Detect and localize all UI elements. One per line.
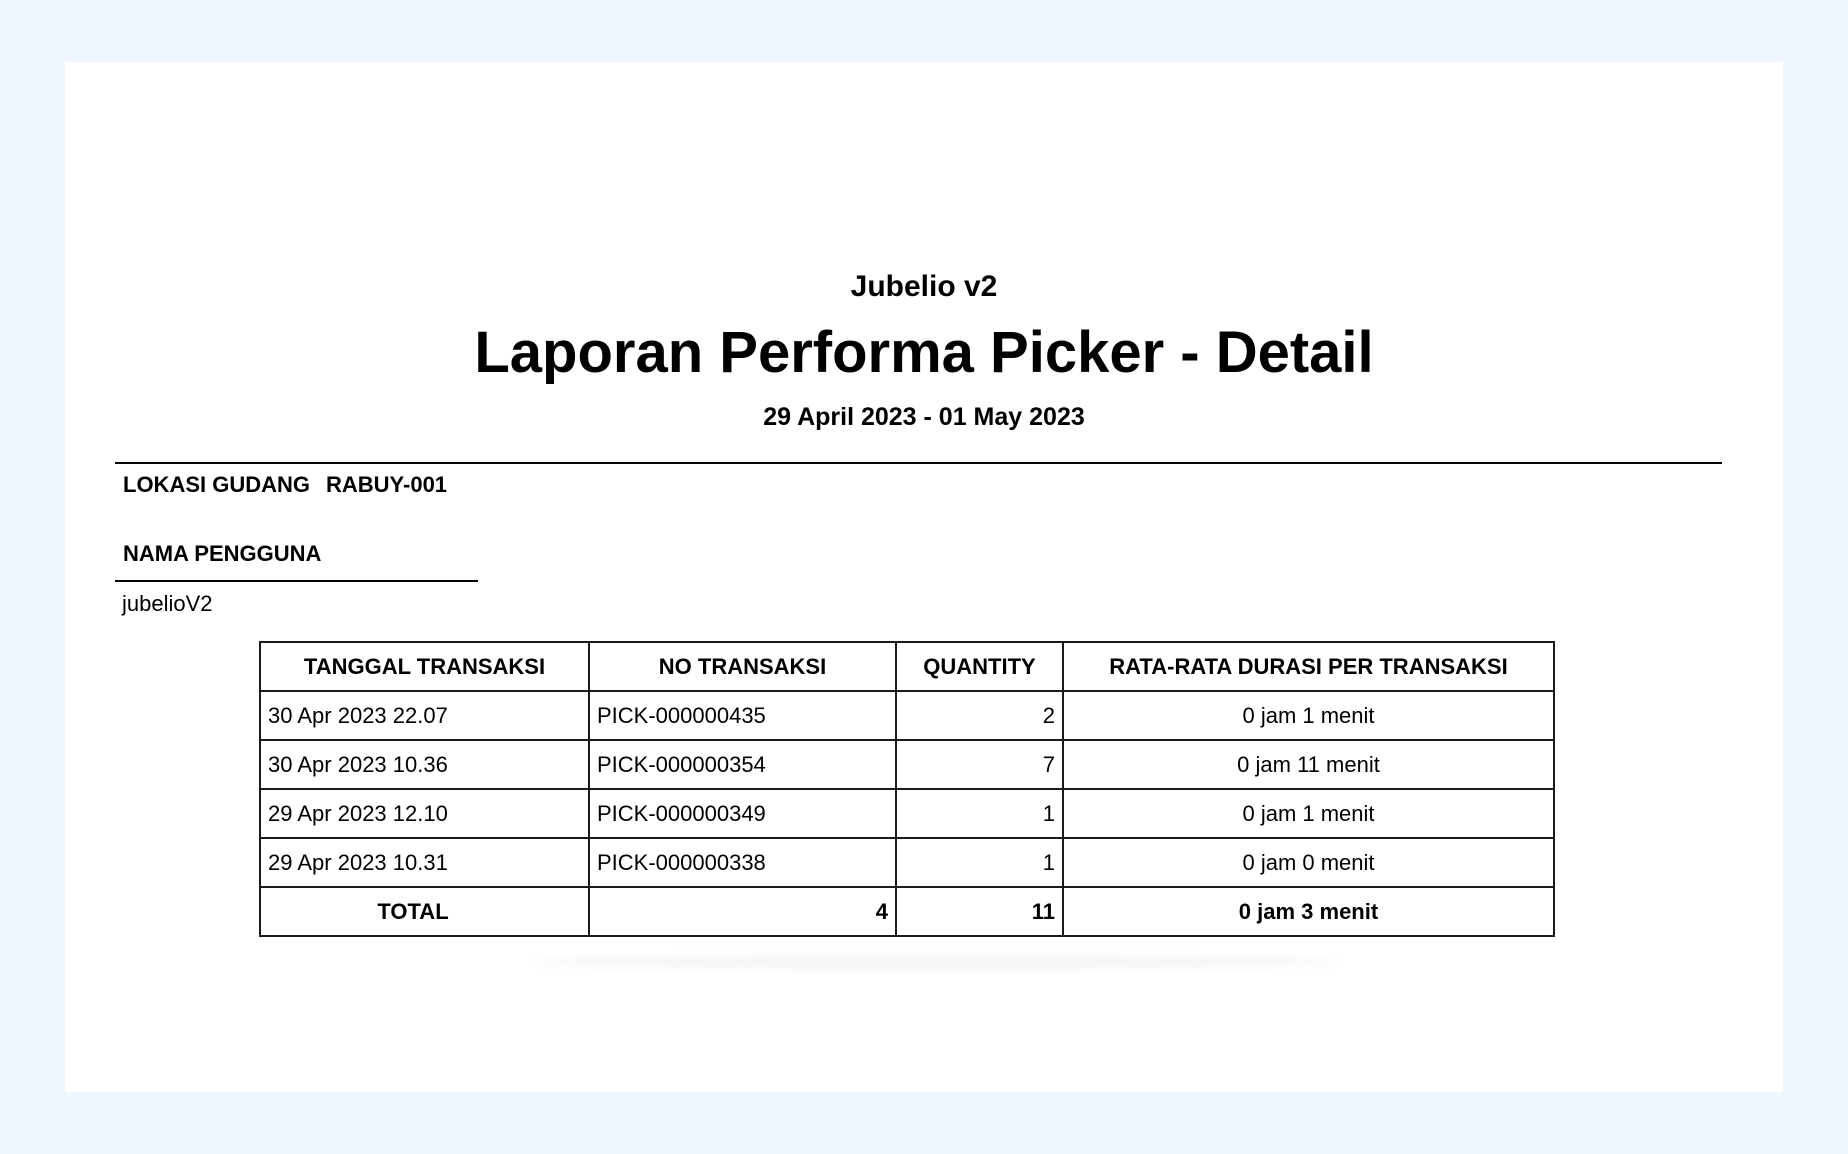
table-row: [260, 789, 1554, 838]
warehouse-filter: [123, 472, 447, 498]
user-value: jubelioV2: [122, 591, 213, 616]
total-duration: 0 jam 3 menit: [1063, 887, 1554, 936]
cell-duration: 0 jam 0 menit: [1063, 838, 1554, 887]
cell-date: 29 Apr 2023 10.31: [260, 838, 589, 887]
cell-transaction-no: PICK-000000354: [589, 740, 896, 789]
company-name: Jubelio v2: [850, 270, 998, 303]
user-divider: [115, 580, 478, 582]
table-header-row: [260, 642, 1554, 691]
header-transaction-date: TANGGAL TRANSAKSI: [260, 642, 589, 691]
cell-duration: 0 jam 1 menit: [1063, 691, 1554, 740]
header-divider: [115, 462, 1722, 464]
warehouse-value: RABUY-001: [326, 472, 448, 497]
header-avg-duration: RATA-RATA DURASI PER TRANSAKSI: [1063, 642, 1554, 691]
total-label: TOTAL: [260, 887, 589, 936]
table-row: [260, 691, 1554, 740]
header-quantity: QUANTITY: [896, 642, 1063, 691]
report-title: Laporan Performa Picker - Detail: [474, 320, 1374, 385]
cell-transaction-no: PICK-000000435: [589, 691, 896, 740]
total-quantity: 11: [896, 887, 1063, 936]
table-total-row: [260, 887, 1554, 936]
table-row: [260, 740, 1554, 789]
cell-quantity: 7: [896, 740, 1063, 789]
table-shadow: [530, 955, 1340, 969]
cell-duration: 0 jam 1 menit: [1063, 789, 1554, 838]
report-date-range: 29 April 2023 - 01 May 2023: [763, 403, 1085, 431]
cell-transaction-no: PICK-000000338: [589, 838, 896, 887]
warehouse-label: LOKASI GUDANG: [123, 472, 310, 497]
report-page: [65, 62, 1783, 1092]
table-row: [260, 838, 1554, 887]
picker-performance-table: [259, 641, 1555, 937]
cell-date: 30 Apr 2023 22.07: [260, 691, 589, 740]
cell-duration: 0 jam 11 menit: [1063, 740, 1554, 789]
total-count: 4: [589, 887, 896, 936]
header-transaction-no: NO TRANSAKSI: [589, 642, 896, 691]
cell-date: 29 Apr 2023 12.10: [260, 789, 589, 838]
cell-quantity: 1: [896, 789, 1063, 838]
cell-date: 30 Apr 2023 10.36: [260, 740, 589, 789]
cell-quantity: 2: [896, 691, 1063, 740]
cell-transaction-no: PICK-000000349: [589, 789, 896, 838]
cell-quantity: 1: [896, 838, 1063, 887]
user-label: NAMA PENGGUNA: [123, 541, 322, 566]
